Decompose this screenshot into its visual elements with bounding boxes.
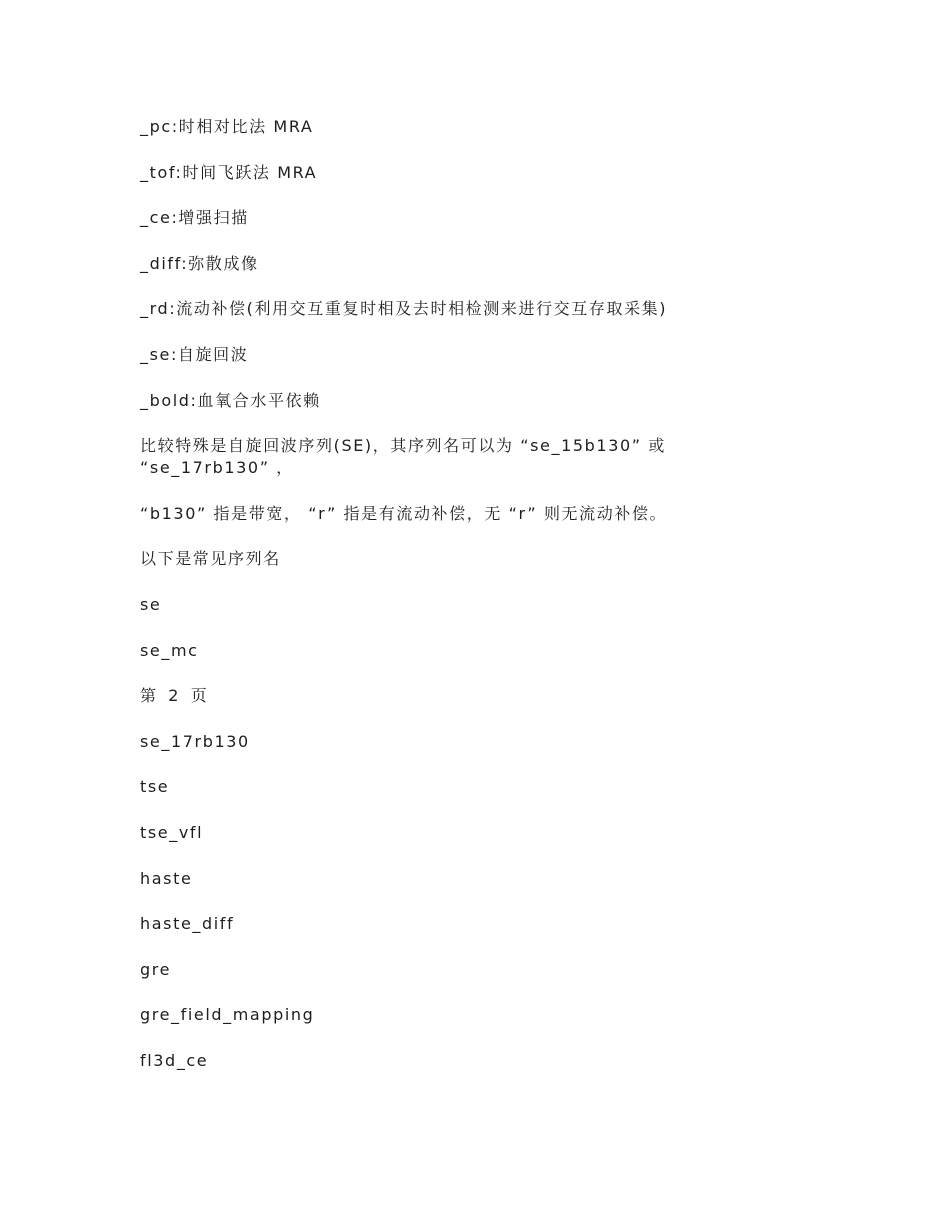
special-paragraph-line2: “se_17rb130” ， [140,458,294,478]
line-se: _se:自旋回波 [140,344,249,364]
special-paragraph [140,435,780,479]
sequence-item: haste [140,868,193,888]
note-line: “b130” 指是带宽， “r” 指是有流动补偿，无 “r” 则无流动补偿。 [140,503,668,523]
common-sequences-heading: 以下是常见序列名 [140,549,281,569]
line-pc: _pc:时相对比法 MRA [140,117,314,136]
sequence-item: se_17rb130 [140,731,250,751]
sequence-item: tse [140,777,170,797]
sequence-item: haste_diff [140,914,235,934]
line-rd: _rd:流动补偿(利用交互重复时相及去时相检测来进行交互存取采集) [140,299,668,319]
page-number: 第 2 页 [140,686,209,706]
document-body [140,116,780,1095]
line-diff: _diff:弥散成像 [140,253,259,273]
line-bold: _bold:血氧合水平依赖 [140,390,321,410]
special-paragraph-line1: 比较特殊是自旋回波序列(SE)，其序列名可以为 “se_15b130” 或 [140,436,666,456]
sequence-item: se [140,594,162,614]
sequence-item: se_mc [140,640,199,660]
line-tof: _tof:时间飞跃法 MRA [140,162,318,182]
sequence-item: tse_vfl [140,822,204,842]
sequence-item: gre_field_mapping [140,1005,315,1025]
sequence-item: gre [140,959,172,979]
sequence-item: fl3d_ce [140,1050,209,1070]
line-ce: _ce:增强扫描 [140,208,249,228]
